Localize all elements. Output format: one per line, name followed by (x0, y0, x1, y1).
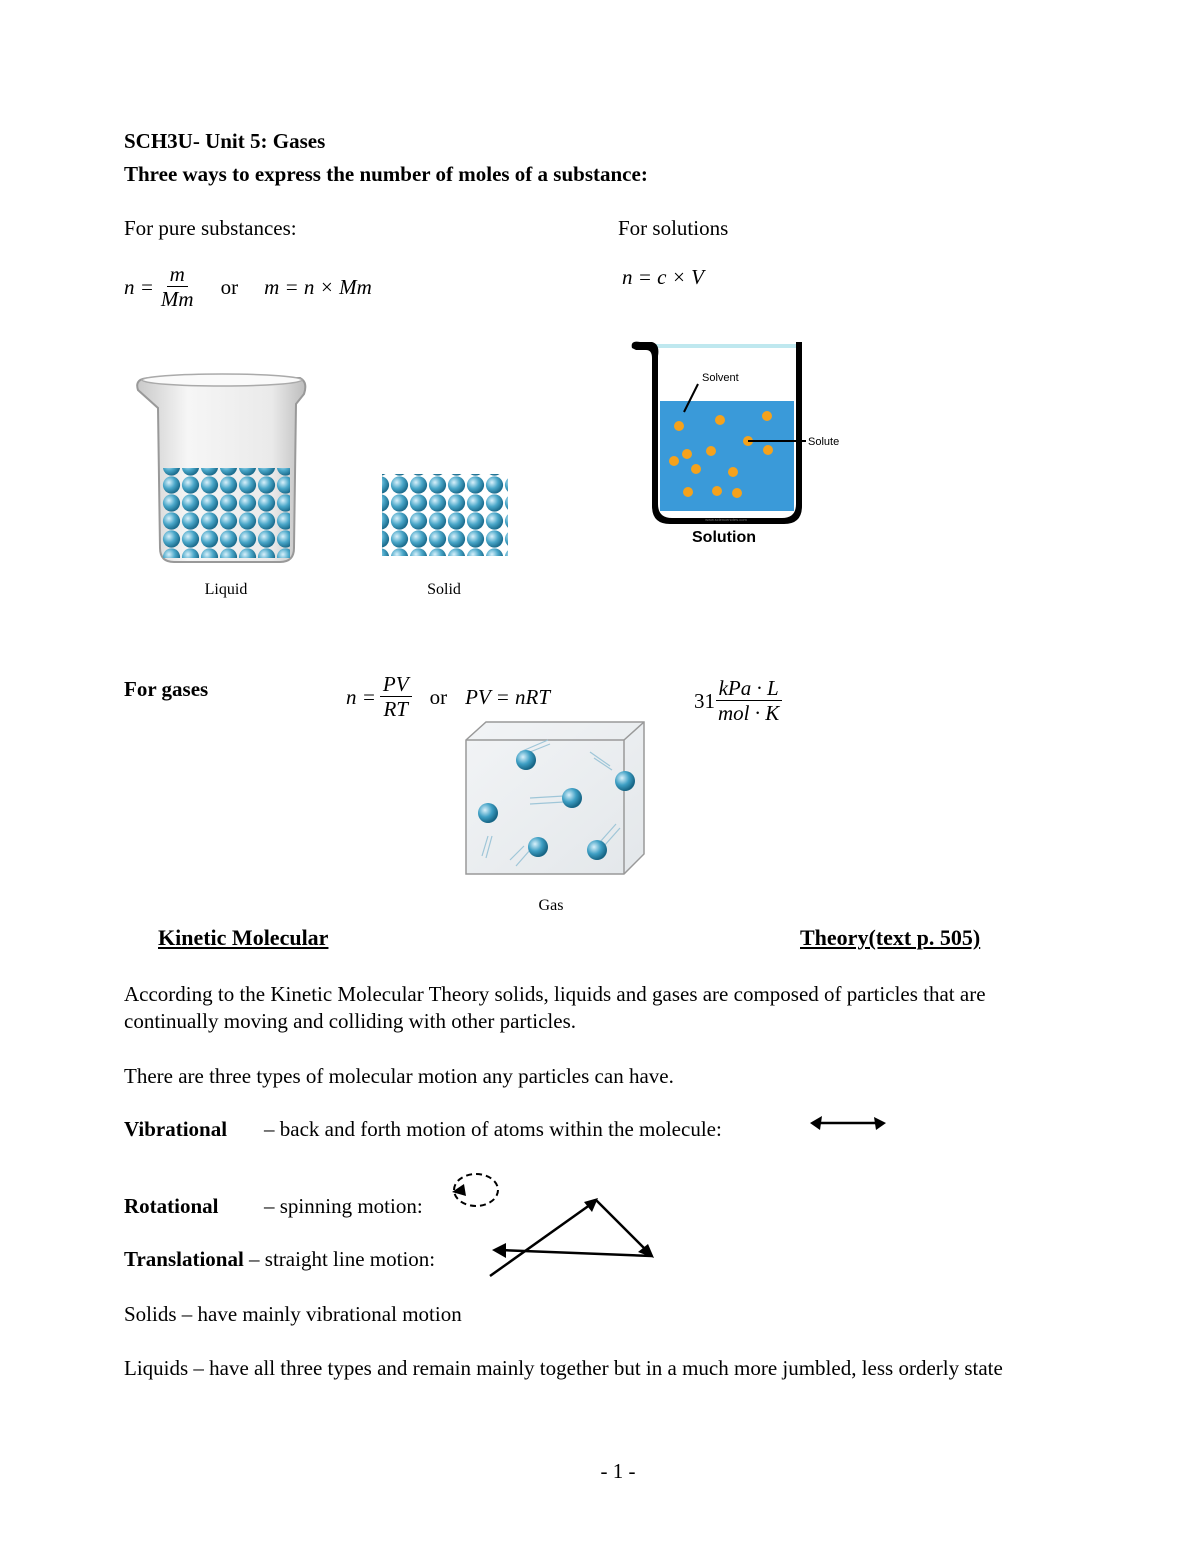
kmt-para2: There are three types of molecular motion any particles can have. (124, 1064, 674, 1088)
pure-substances-label: For pure substances: (124, 216, 297, 240)
double-arrow-icon (806, 1112, 890, 1134)
pure-formula2: m = n × Mm (264, 274, 372, 299)
solids-statement: Solids – have mainly vibrational motion (124, 1302, 462, 1326)
pure-fraction-den: Mm (160, 287, 194, 311)
subtitle: Three ways to express the number of moles of a substance: (124, 162, 648, 186)
rotational-term: Rotational (124, 1194, 219, 1218)
kmt-heading-left: Kinetic Molecular (158, 925, 329, 950)
translational-desc: – straight line motion: (249, 1247, 436, 1271)
translation-triangle-icon (486, 1192, 662, 1282)
solid-lattice (382, 474, 508, 556)
gas-formula (346, 672, 550, 721)
vibrational-term: Vibrational (124, 1117, 228, 1141)
solute-label: Solute (808, 436, 840, 448)
liquid-solid-figure (124, 368, 524, 618)
solid-caption: Solid (427, 581, 461, 598)
kmt-heading-right: Theory(text p. 505) (800, 925, 981, 950)
gas-fraction (380, 672, 412, 721)
solutions-formula: n = c × V (622, 265, 704, 289)
gas-figure (460, 716, 660, 916)
gas-constant (694, 676, 782, 725)
pure-or: or (220, 274, 239, 299)
gas-formula-lhs: n = (346, 684, 376, 709)
gas-fraction-den: RT (383, 697, 408, 721)
gas-or: or (429, 684, 448, 709)
pure-fraction-num: m (167, 262, 188, 287)
pure-formula-lhs: n = (124, 274, 154, 299)
gas-constant-fraction (715, 676, 782, 725)
gas-constant-prefix: 31 (694, 688, 715, 713)
course-title: SCH3U- Unit 5: Gases (124, 129, 326, 153)
solution-figure (626, 336, 866, 552)
pure-formula (124, 262, 372, 311)
gas-constant-num: kPa · L (716, 676, 782, 701)
translational-term: Translational (124, 1247, 244, 1271)
gas-fraction-num: PV (380, 672, 412, 697)
solutions-label: For solutions (618, 216, 729, 240)
solution-liquid (660, 401, 794, 511)
rotational-desc: – spinning motion: (264, 1194, 423, 1218)
gas-formula2: PV = nRT (465, 684, 551, 709)
gas-caption: Gas (538, 897, 564, 914)
gases-label: For gases (124, 677, 209, 701)
gas-constant-den: mol · K (718, 701, 780, 725)
liquids-statement: Liquids – have all three types and remain mainly together but in a much more jumbled, less orderly state (124, 1356, 1003, 1380)
solution-caption: Solution (692, 529, 756, 546)
kmt-para1-line1: According to the Kinetic Molecular Theory solids, liquids and gases are composed of particles that are (124, 982, 986, 1006)
page-number: - 1 - (600, 1459, 636, 1483)
solution-watermark: www.sciencenotes.com (705, 517, 747, 522)
solvent-label: Solvent (702, 372, 739, 384)
pure-fraction (158, 262, 197, 311)
vibrational-desc: – back and forth motion of atoms within the molecule: (264, 1117, 722, 1141)
translational-line (124, 1246, 435, 1272)
liquid-caption: Liquid (204, 581, 248, 598)
kmt-para1-line2: continually moving and colliding with other particles. (124, 1009, 576, 1033)
liquid-beaker (137, 374, 305, 562)
